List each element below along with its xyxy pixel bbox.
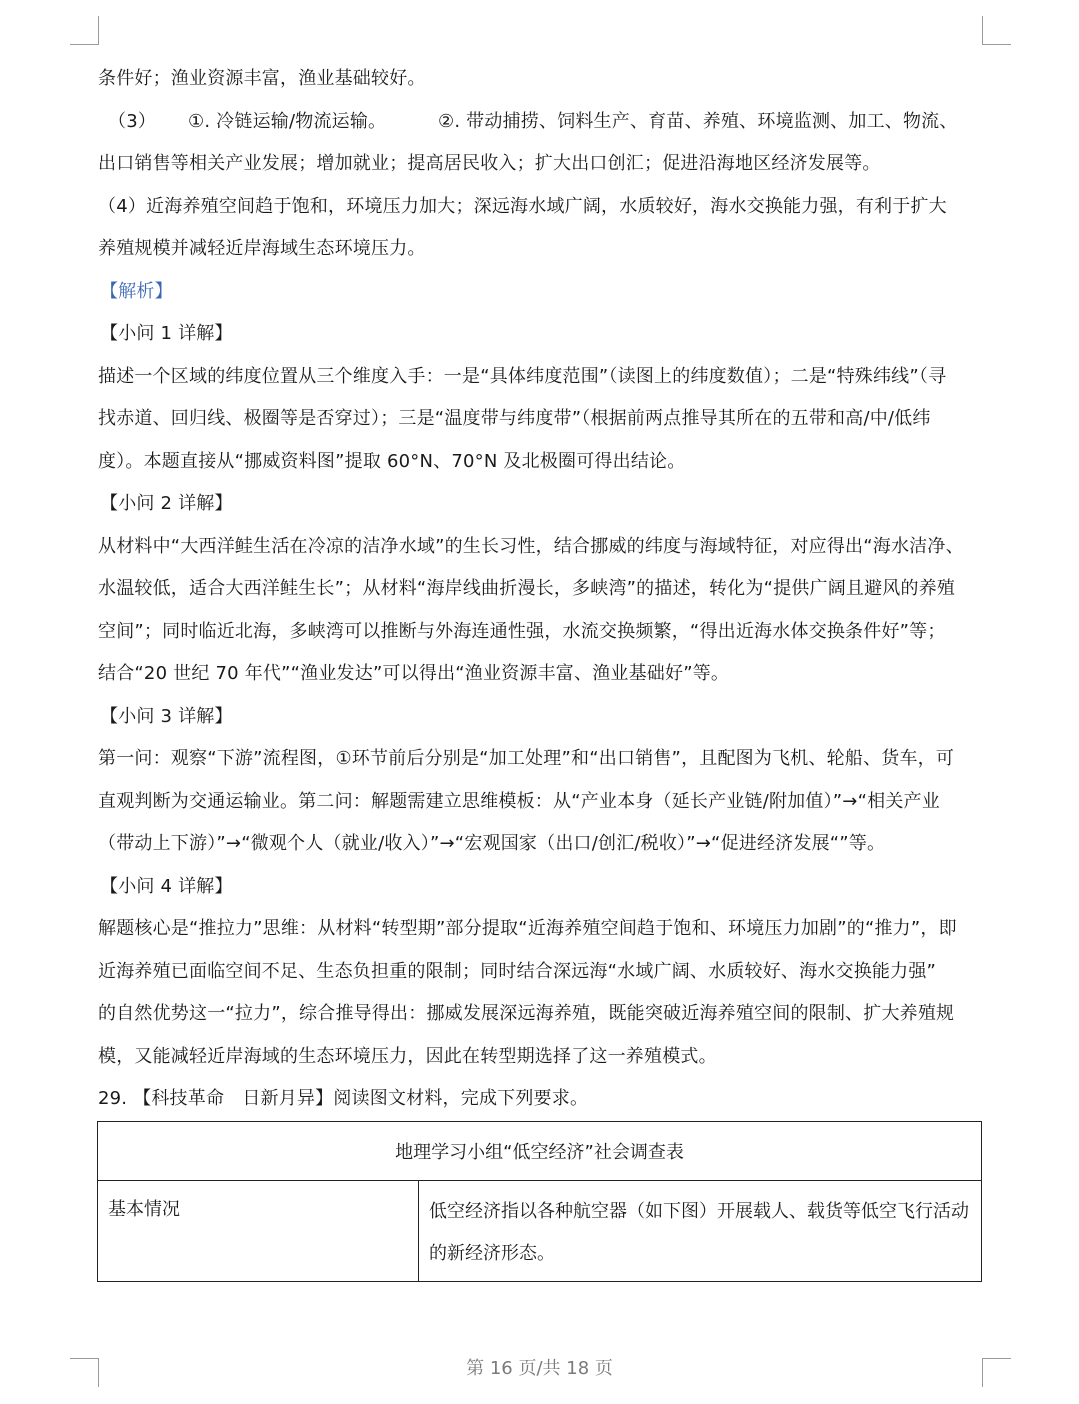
explanation-line: 近海养殖已面临空间不足、生态负担重的限制；同时结合深远海“水域广阔、水质较好、海水交换能力强” [98,960,937,982]
question-29-prompt: 29. 【科技革命 日新月异】阅读图文材料，完成下列要求。 [98,1088,589,1109]
sub-question-3-heading: 【小问 3 详解】 [100,705,233,727]
page-corner-mark-top-left [70,16,99,45]
survey-table [97,1121,982,1282]
page-content [98,58,984,1121]
explanation-line: 度）。本题直接从“挪威资料图”提取 60°N、70°N 及北极圈可得出结论。 [98,450,686,472]
answer-line: 条件好；渔业资源丰富，渔业基础较好。 [98,68,426,89]
sub-question-2-heading: 【小问 2 详解】 [100,493,233,514]
question-number: （3） [108,110,157,132]
explanation-line: 解题核心是“推拉力”思维：从材料“转型期”部分提取“近海养殖空间趋于饱和、环境压力加剧”的“推力”，即 [98,918,957,939]
table-title: 地理学习小组“低空经济”社会调查表 [98,1122,982,1181]
page-number-footer: 第 16 页/共 18 页 [466,1358,613,1379]
explanation-line: （带动上下游）”→“微观个人（就业/收入）”→“宏观国家（出口/创汇/税收）”→“促进经济发展“”等。 [98,833,886,854]
sub-question-4-heading: 【小问 4 详解】 [100,875,233,897]
answer-q3-part1: ①. 冷链运输/物流运输。 [188,110,387,132]
analysis-label: 【解析】 [100,280,173,302]
explanation-line: 水温较低，适合大西洋鲑生长”；从材料“海岸线曲折漫长，多峡湾”的描述，转化为“提供广阔且避风的养殖 [98,578,956,599]
table-row [98,1122,982,1181]
answer-q3-line [98,101,984,144]
answer-line: 养殖规模并减轻近岸海域生态环境压力。 [98,238,426,259]
explanation-line: 直观判断为交通运输业。第二问：解题需建立思维模板：从“产业本身（延长产业链/附加值）”→“相关产业 [98,790,940,812]
explanation-line: 第一问：观察“下游”流程图，①环节前后分别是“加工处理”和“出口销售”，且配图为飞机、轮船、货车，可 [98,748,955,769]
answer-line: （4）近海养殖空间趋于饱和，环境压力加大；深远海水域广阔，水质较好，海水交换能力强，有利于扩大 [98,195,947,217]
explanation-line: 模，又能减轻近岸海域的生态环境压力，因此在转型期选择了这一养殖模式。 [98,1045,717,1067]
explanation-line: 空间”；同时临近北海，多峡湾可以推断与外海连通性强，水流交换频繁，“得出近海水体交换条件好”等； [98,620,946,642]
explanation-line: 的自然优势这一“拉力”，综合推导得出：挪威发展深远海养殖，既能突破近海养殖空间的限制、扩大养殖规 [98,1003,955,1024]
explanation-line: 从材料中“大西洋鲑生活在冷凉的洁净水域”的生长习性，结合挪威的纬度与海域特征，对应得出“海水洁净、 [98,535,964,557]
explanation-line: 结合“20 世纪 70 年代”“渔业发达”可以得出“渔业资源丰富、渔业基础好”等。 [98,663,730,684]
sub-question-1-heading: 【小问 1 详解】 [100,323,233,344]
answer-q3-part2: ②. 带动捕捞、饲料生产、育苗、养殖、环境监测、加工、物流、 [438,110,958,132]
explanation-line: 找赤道、回归线、极圈等是否穿过）；三是“温度带与纬度带”（根据前两点推导其所在的五带和高/中/低纬 [98,408,931,429]
explanation-line: 描述一个区域的纬度位置从三个维度入手：一是“具体纬度范围”（读图上的纬度数值）；二是“特殊纬线”（寻 [98,365,947,387]
table-cell-value: 低空经济指以各种航空器（如下图）开展载人、载货等低空飞行活动的新经济形态。 [419,1181,982,1282]
answer-line: 出口销售等相关产业发展；增加就业；提高居民收入；扩大出口创汇；促进沿海地区经济发展等。 [98,153,881,174]
page-corner-mark-top-right [982,16,1011,45]
table-row [98,1181,982,1282]
table-cell-label: 基本情况 [98,1181,419,1282]
